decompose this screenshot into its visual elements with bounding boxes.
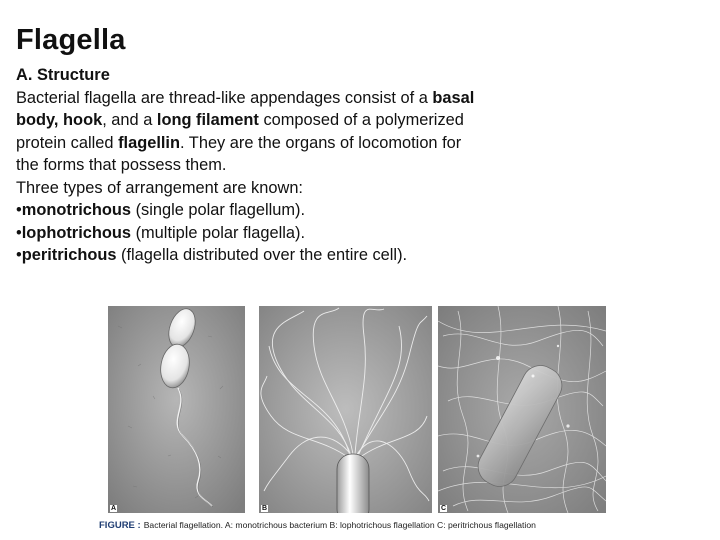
term-body-hook: body, hook — [16, 111, 103, 129]
intro-line-3: protein called flagellin. They are the organs of locomotion for — [16, 133, 462, 152]
arrangement-item-lophotrichous: •lophotrichous (multiple polar flagella). — [16, 223, 306, 242]
section-heading: A. Structure — [16, 66, 110, 84]
slide-title: Flagella — [16, 24, 126, 56]
micrograph-lophotrichous — [259, 306, 432, 513]
intro-line-4: the forms that possess them. — [16, 156, 227, 174]
types-intro: Three types of arrangement are known: — [16, 178, 303, 197]
arrangement-term: monotrichous — [21, 201, 132, 219]
arrangement-term: lophotrichous — [21, 223, 132, 242]
bullet: • — [16, 223, 22, 242]
micrograph-peritrichous — [438, 306, 606, 513]
intro-line-1: Bacterial flagella are thread-like appendages consist of a basal — [16, 88, 475, 107]
arrangement-term: peritrichous — [21, 246, 117, 264]
arrangement-item-peritrichous: •peritrichous (flagella distributed over the entire cell). — [16, 246, 408, 264]
bullet: • — [16, 246, 22, 264]
term-flagellin: flagellin — [118, 133, 180, 152]
term-basal: basal — [432, 88, 475, 107]
panel-letter-c: C — [441, 505, 447, 512]
figure-caption — [99, 520, 536, 531]
figure-caption-text: Bacterial flagellation. A: monotrichous bacterium B: lophotrichous flagellation C: peritrichous flagellation — [143, 520, 536, 530]
intro-line-2: body, hook, and a long filament composed of a polymerized — [16, 111, 464, 129]
arrangement-item-monotrichous: •monotrichous (single polar flagellum). — [16, 201, 306, 219]
panel-letter-a: A — [111, 505, 117, 512]
slide-body — [16, 64, 556, 267]
flagellation-figure — [99, 306, 610, 536]
term-long-filament: long filament — [156, 111, 259, 129]
panel-letter-b: B — [262, 505, 268, 512]
bullet: • — [16, 201, 22, 219]
figure-label: FIGURE : — [99, 520, 141, 531]
micrograph-monotrichous — [108, 306, 245, 513]
